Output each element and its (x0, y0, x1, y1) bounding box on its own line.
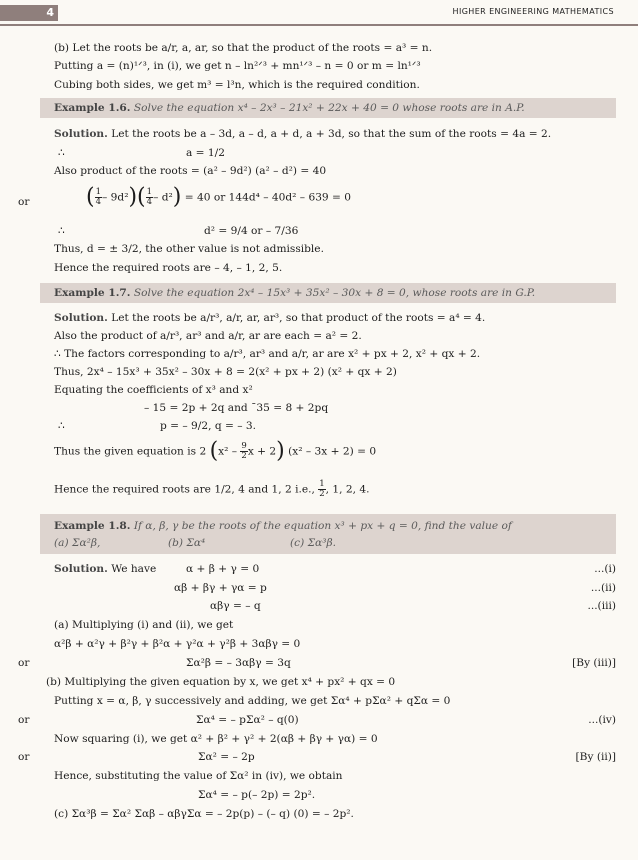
ex17-coefficients: – 15 = 2p + 2q and ˉ35 = 8 + 2pq (144, 402, 329, 414)
ex18-part-a: (a) Σα²β, (54, 537, 101, 549)
ex16-solution-text: Let the roots be a – 3d, a – d, a + d, a + 3d, so that the sum of the roots = 4a = 2. (111, 128, 552, 140)
running-head: HIGHER ENGINEERING MATHEMATICS (452, 7, 614, 16)
tag-iii: ...(iii) (587, 600, 616, 612)
intro-line-2: Putting a = (n)¹ᐟ³, in (i), we get n – ln²ᐟ³ + mn¹ᐟ³ – n = 0 or m = ln¹ᐟ³ (54, 60, 421, 72)
ex18-solution-line: Solution. We have (54, 563, 157, 575)
example-1-8-label: Example 1.8. (54, 520, 131, 532)
tag-i: ...(i) (594, 563, 616, 575)
ex17-solution-text: Let the roots be a/r³, a/r, ar, ar³, so that product of the roots = a⁴ = 4. (111, 312, 486, 324)
ex16-product: Also product of the roots = (a² – 9d²) (a² – d²) = 40 (54, 165, 327, 177)
example-1-8-text: If α, β, γ be the roots of the equation x³ + px + q = 0, find the value of (133, 520, 512, 532)
ex17-roots: Hence the required roots are 1/2, 4 and 1, 2 i.e., $\frac{1}{2}$ , 1, 2, 4. (54, 479, 370, 499)
ex18-part-b: (b) Σα⁴ (168, 537, 206, 549)
intro-line-3: Cubing both sides, we get m³ = l³n, which is the required condition. (54, 79, 420, 91)
ex18-eq-1: α + β + γ = 0 (186, 563, 260, 575)
ex16-solution-line (54, 128, 551, 140)
ex18-a-expand: α²β + α²γ + β²γ + β²α + γ²α + γ²β + 3αβγ = 0 (54, 638, 301, 650)
ex16-hence: Hence the required roots are – 4, – 1, 2, 5. (54, 262, 283, 274)
ex17-thus: Thus, 2x⁴ – 15x³ + 35x² – 30x + 8 = 2(x² + px + 2) (x² + qx + 2) (54, 366, 397, 378)
example-1-7-label: Example 1.7. (54, 287, 131, 299)
example-1-7-text: Solve the equation 2x⁴ – 15x³ + 35x² – 30x + 8 = 0, whose roots are in G.P. (133, 287, 536, 299)
ex18-b-result: Σα⁴ = – pΣα² – q(0) (196, 714, 299, 726)
example-1-6-statement (54, 102, 525, 114)
ex18-c-line: (c) Σα³β = Σα² Σαβ – αβγΣα = – 2p(p) – (– q) (0) = – 2p². (54, 808, 354, 820)
ex18-b-putting: Putting x = α, β, γ successively and adding, we get Σα⁴ + pΣα² + qΣα = 0 (54, 695, 451, 707)
solution-label: Solution. (54, 563, 108, 575)
ex16-a-value: a = 1/2 (186, 147, 225, 159)
ex18-b-sum: Σα² = – 2p (198, 751, 255, 763)
by-ii: [By (ii)] (575, 751, 616, 763)
example-1-7-statement (54, 287, 535, 299)
ex18-b-square: Now squaring (i), we get α² + β² + γ² + 2(αβ + βγ + γα) = 0 (54, 733, 378, 745)
tag-iv: ...(iv) (588, 714, 616, 726)
ex18-part-c: (c) Σα³β. (290, 537, 336, 549)
ex18-a-result: Σα²β = – 3αβγ = 3q (186, 657, 291, 669)
ex18-b-final: Σα⁴ = – p(– 2p) = 2p². (198, 789, 316, 801)
therefore-symbol: ∴ (58, 420, 65, 432)
example-1-8-statement (54, 520, 512, 532)
example-1-6-text: Solve the equation x⁴ – 2x³ – 21x² + 22x + 40 = 0 whose roots are in A.P. (133, 102, 525, 114)
ex17-given-equation: Thus the given equation is 2 (x² – $\frac{9}{2}$ x + 2) (x² – 3x + 2) = 0 (54, 438, 377, 464)
solution-label: Solution. (54, 312, 108, 324)
therefore-symbol: ∴ (58, 225, 65, 237)
ex18-b-multiply: (b) Multiplying the given equation by x, we get x⁴ + px² + qx = 0 (46, 676, 396, 688)
ex17-also: Also the product of a/r³, ar³ and a/r, ar are each = a² = 2. (54, 330, 362, 342)
ex16-equation: ( $\frac{1}{4}$ – 9d²)( $\frac{1}{4}$ – d²) = 40 or 144d⁴ – 40d² – 639 = 0 (86, 184, 352, 210)
by-iii: [By (iii)] (572, 657, 616, 669)
page-number: 4 (0, 5, 58, 21)
ex18-eq-2: αβ + βγ + γα = p (174, 582, 267, 594)
example-1-6-label: Example 1.6. (54, 102, 131, 114)
ex17-equating: Equating the coefficients of x³ and x² (54, 384, 253, 396)
or-label: or (18, 657, 30, 669)
ex17-factors: ∴ The factors corresponding to a/r³, ar³ and a/r, ar are x² + px + 2, x² + qx + 2. (54, 348, 481, 360)
solution-label: Solution. (54, 128, 108, 140)
or-label: or (18, 751, 30, 763)
ex17-solution-line (54, 312, 485, 324)
or-label: or (18, 714, 30, 726)
ex18-a-multiply: (a) Multiplying (i) and (ii), we get (54, 619, 234, 631)
ex17-pq: p = – 9/2, q = – 3. (160, 420, 257, 432)
intro-line-1: (b) Let the roots be a/r, a, ar, so that the product of the roots = a³ = n. (54, 42, 433, 54)
tag-ii: ...(ii) (590, 582, 616, 594)
ex16-d-squared: d² = 9/4 or – 7/36 (204, 225, 299, 237)
ex18-eq-3: αβγ = – q (210, 600, 261, 612)
or-label: or (18, 196, 30, 208)
therefore-symbol: ∴ (58, 147, 65, 159)
ex18-b-hence: Hence, substituting the value of Σα² in (iv), we obtain (54, 770, 343, 782)
header-rule (0, 24, 638, 26)
ex16-thus: Thus, d = ± 3/2, the other value is not admissible. (54, 243, 324, 255)
